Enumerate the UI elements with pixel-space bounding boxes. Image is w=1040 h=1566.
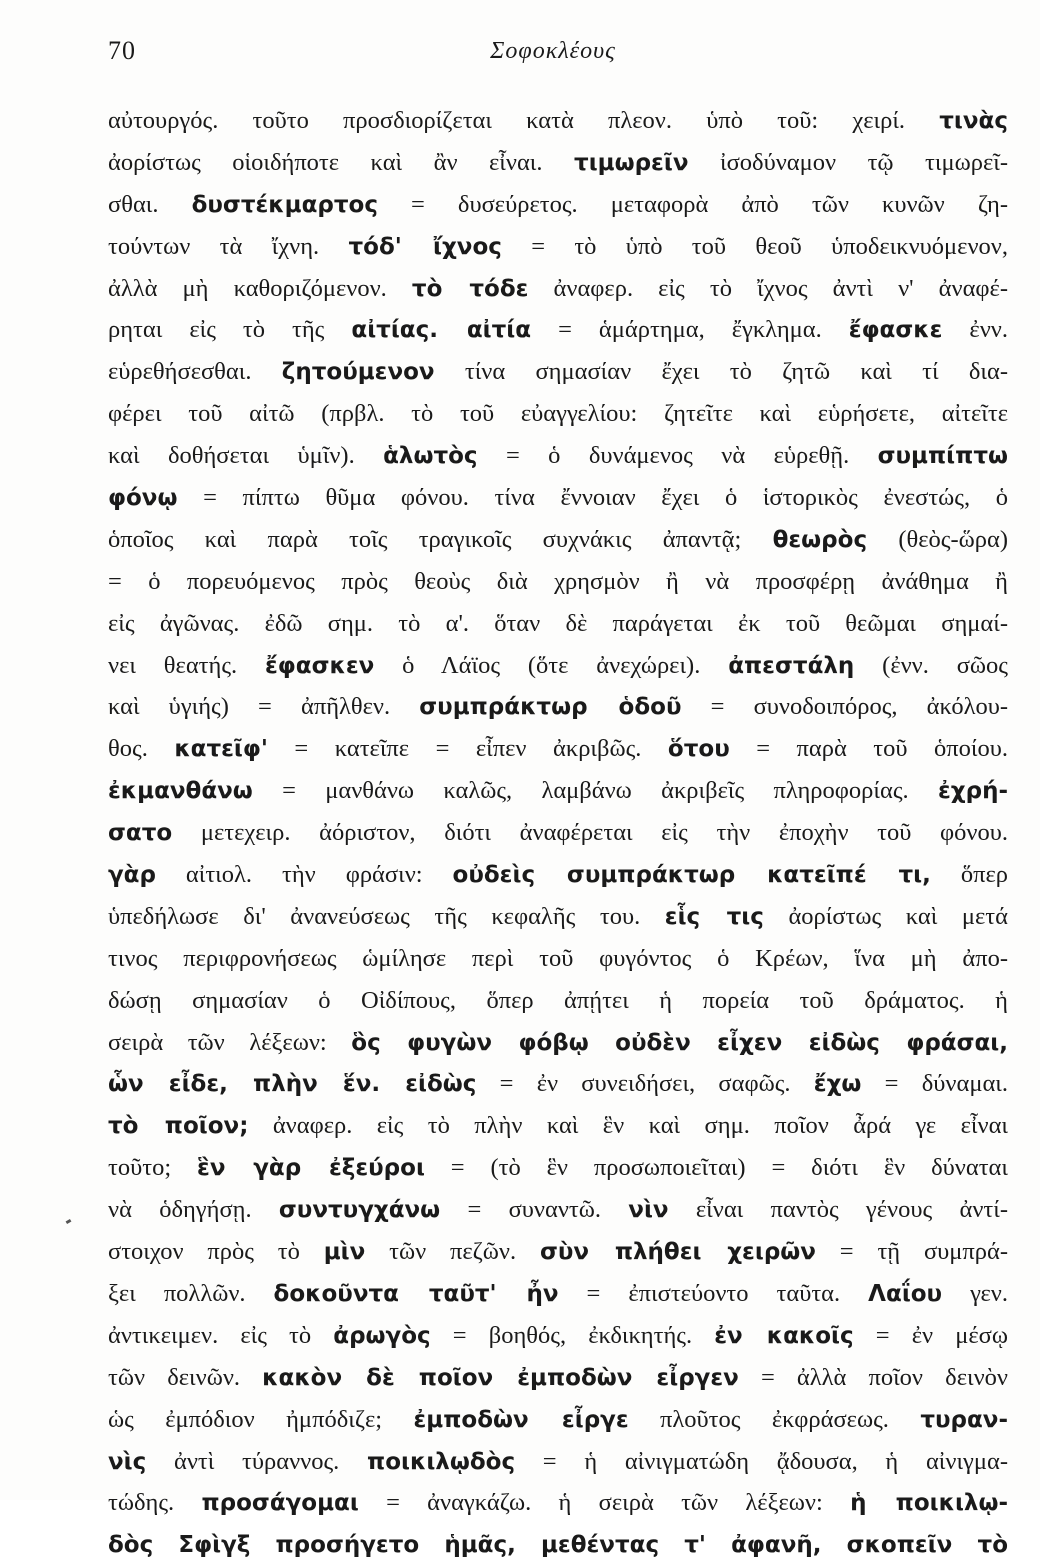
lemma-term: σὺν πλήθει χειρῶν <box>539 1239 816 1266</box>
gloss-text: νει θεατής. <box>108 651 265 679</box>
gloss-text: = δυσεύρετος. μεταφορὰ ἀπὸ τῶν κυνῶν ζη- <box>377 190 1008 218</box>
gloss-text: ἀναφερ. εἰς τὸ πλὴν καὶ ἓν καὶ σημ. ποῖον ἆρά γε εἶναι <box>248 1112 1008 1140</box>
lemma-term: ἐχρή- <box>937 778 1008 805</box>
gloss-text: = ὁ πορευόμενος πρὸς θεοὺς διὰ χρησμὸν ἢ νὰ προσφέρῃ ἀνάθημα ἢ <box>108 567 1008 595</box>
gloss-text: πλοῦτος ἐκφράσεως. <box>628 1405 921 1433</box>
lemma-term: ἀπεστάλη <box>728 652 855 679</box>
text-line <box>108 854 1008 896</box>
lemma-term: φόνῳ <box>108 485 178 512</box>
print-speck <box>66 1219 72 1224</box>
gloss-text: σθαι. <box>108 190 192 218</box>
text-line <box>108 770 1008 812</box>
gloss-text: = (τὸ ἓν προσωποιεῖται) = διότι ἓν δύναται <box>424 1154 1008 1182</box>
lemma-term: ἐκμανθάνω <box>108 778 253 805</box>
lemma-term: κακὸν δὲ ποῖον ἐμποδὼν εἶργεν <box>262 1364 739 1391</box>
gloss-text: καὶ ὑγιής) = ἀπῆλθεν. <box>108 693 420 721</box>
gloss-text: = συναντῶ. <box>440 1196 629 1224</box>
lemma-term: τὸ τόδε <box>411 275 529 302</box>
text-line <box>108 1482 1008 1524</box>
text-line <box>108 603 1008 645</box>
lemma-term: συμπράκτωρ ὁδοῦ <box>419 694 682 721</box>
gloss-text: ξει πολλῶν. <box>108 1279 274 1307</box>
gloss-text: = ἀλλὰ ποῖον δεινὸν <box>738 1363 1008 1391</box>
gloss-text: εἰς ἀγῶνας. ἐδῶ σημ. τὸ α'. ὅταν δὲ παράγεται ἐκ τοῦ θεῶμαι σημαί- <box>108 609 1008 637</box>
gloss-text: εὑρεθήσεσθαι. <box>108 358 282 386</box>
lemma-term: ἔφασκεν <box>265 652 375 679</box>
gloss-text: τούντων τὰ ἴχνη. <box>108 232 349 260</box>
gloss-text: καὶ δοθήσεται ὑμῖν). <box>108 442 384 470</box>
gloss-text: = μανθάνω καλῶς, λαμβάνω ἀκριβεῖς πληροφορίας. <box>252 777 938 805</box>
text-line <box>108 1105 1008 1147</box>
lemma-term: ἀρωγὸς <box>333 1322 431 1349</box>
gloss-text: ἀναφερ. εἰς τὸ ἴχνος ἀντὶ ν' ἀναφέ- <box>528 274 1008 302</box>
text-line <box>108 1441 1008 1483</box>
lemma-term: εἷς τις <box>664 903 764 930</box>
text-line <box>108 686 1008 728</box>
gloss-text: νὰ ὁδηγήσῃ. <box>108 1196 279 1224</box>
gloss-text: = ἀναγκάζω. ἡ σειρὰ τῶν λέξεων: <box>358 1489 851 1517</box>
text-line <box>108 268 1008 310</box>
lemma-term: δυστέκμαρτος <box>191 191 378 218</box>
lemma-term: ἁλωτὸς <box>383 443 478 470</box>
page-number: 70 <box>108 36 136 65</box>
text-line <box>108 1147 1008 1189</box>
gloss-text: ἀορίστως καὶ μετά <box>763 902 1008 930</box>
lemma-term: νὶν <box>628 1197 669 1224</box>
gloss-text: σειρὰ τῶν λέξεων: <box>108 1028 352 1056</box>
lemma-term: ποικιλῳδὸς <box>367 1448 516 1475</box>
gloss-text: ἰσοδύναμον τῷ τιμωρεῖ- <box>688 148 1008 176</box>
lemma-term: σατο <box>108 820 173 847</box>
lemma-term: ἓν γὰρ ἐξεύροι <box>197 1155 425 1182</box>
lemma-term: τὸ ποῖον; <box>108 1113 249 1140</box>
text-line <box>108 1273 1008 1315</box>
gloss-text: ἐνν. <box>942 316 1008 344</box>
gloss-text: τώδης. <box>108 1489 202 1517</box>
gloss-text: ὁποῖος καὶ παρὰ τοῖς τραγικοῖς συχνάκις ἀπαντᾷ; <box>108 525 773 553</box>
lemma-term: τυραν- <box>920 1406 1008 1433</box>
lemma-term: ἐμποδὼν εἶργε <box>413 1406 629 1433</box>
gloss-text: τῶν δεινῶν. <box>108 1363 263 1391</box>
running-head: Σοφοκλέους <box>490 38 616 64</box>
gloss-text: ρηται εἰς τὸ τῆς <box>108 316 352 344</box>
lemma-term: οὐδεὶς συμπράκτωρ κατεῖπέ τι, <box>452 862 931 889</box>
text-line <box>108 309 1008 351</box>
lemma-term: προσάγομαι <box>201 1490 359 1517</box>
lemma-term: ἡ ποικιλῳ- <box>850 1490 1008 1517</box>
text-line <box>108 100 1008 142</box>
gloss-text: = συνοδοιπόρος, ἀκόλου- <box>681 693 1008 721</box>
lemma-term: αἰτίας. αἰτία <box>351 317 532 344</box>
gloss-text: = ἡ αἰνιγματώδη ᾄδουσα, ἡ αἰνιγμα- <box>515 1447 1008 1475</box>
gloss-text: αὐτουργός. τοῦτο προσδιορίζεται κατὰ πλεον. ὑπὸ τοῦ: χειρί. <box>108 107 940 134</box>
gloss-text: ἀορίστως οἱοιδήποτε καὶ ἂν εἶναι. <box>108 148 575 176</box>
gloss-text: = ἁμάρτημα, ἔγκλημα. <box>531 316 849 344</box>
lemma-term: δοκοῦντα ταῦτ' ἦν <box>273 1280 559 1307</box>
lemma-term: ἔφασκε <box>848 317 943 344</box>
gloss-text: = τὸ ὑπὸ τοῦ θεοῦ ὑποδεικνυόμενον, <box>501 232 1008 260</box>
gloss-text: δώσῃ σημασίαν ὁ Οἰδίπους, ὅπερ ἀπῄτει ἡ πορεία τοῦ δράματος. ἡ <box>108 986 1008 1014</box>
text-line <box>108 1315 1008 1357</box>
gloss-text: = παρὰ τοῦ ὁποίου. <box>729 735 1008 763</box>
gloss-text: ὁ Λάϊος (ὅτε ἀνεχώρει). <box>374 651 729 679</box>
lemma-term: τινὰς <box>939 108 1008 134</box>
gloss-text: αἰτιολ. τὴν φράσιν: <box>155 861 453 889</box>
text-line <box>108 896 1008 938</box>
gloss-text: = δύναμαι. <box>861 1070 1008 1098</box>
gloss-text: τίνα σημασίαν ἔχει τὸ ζητῶ καὶ τί δια- <box>434 358 1008 386</box>
gloss-text: τινος περιφρονήσεως ὡμίλησε περὶ τοῦ φυγόντος ὁ Κρέων, ἵνα μὴ ἀπο- <box>108 944 1008 972</box>
lemma-term: μὶν <box>323 1239 366 1266</box>
lemma-term: δὸς Σφὶγξ προσήγετο ἡμᾶς, μεθέντας τ' ἀφανῆ, σκοπεῖν τὸ <box>108 1532 1008 1559</box>
gloss-text: ἀντικειμεν. εἰς τὸ <box>108 1321 334 1349</box>
gloss-text: γεν. <box>942 1279 1008 1307</box>
gloss-text: εἶναι παντὸς γένους ἀντί- <box>668 1196 1008 1224</box>
gloss-text: ὅπερ <box>930 861 1008 889</box>
text-line <box>108 561 1008 603</box>
text-line <box>108 393 1008 435</box>
gloss-text: (θεὸς-ὥρα) <box>867 525 1008 553</box>
lemma-term: ὧν εἶδε, πλὴν ἕν. εἰδὼς <box>108 1071 477 1098</box>
text-line <box>108 226 1008 268</box>
text-line <box>108 1357 1008 1399</box>
text-line <box>108 519 1008 561</box>
lemma-term: γὰρ <box>108 862 156 889</box>
gloss-text: φέρει τοῦ αἰτῶ (πρβλ. τὸ τοῦ εὐαγγελίου: ζητεῖτε καὶ εὑρήσετε, αἰτεῖτε <box>108 400 1008 428</box>
lemma-term: ὃς φυγὼν φόβῳ οὐδὲν εἶχεν εἰδὼς φράσαι, <box>351 1029 1008 1056</box>
gloss-text: ἀλλὰ μὴ καθοριζόμενον. <box>108 274 412 302</box>
gloss-text: τοῦτο; <box>108 1154 198 1182</box>
gloss-text: = ἐν συνειδήσει, σαφῶς. <box>476 1070 814 1098</box>
text-line <box>108 1231 1008 1273</box>
gloss-text: = τῇ συμπρά- <box>815 1238 1008 1266</box>
gloss-text: = ἐπιστεύοντο ταῦτα. <box>558 1279 869 1307</box>
text-line <box>108 1189 1008 1231</box>
gloss-text: = πίπτω θῦμα φόνου. τίνα ἔννοιαν ἔχει ὁ ἱστορικὸς ἐνεστώς, ὁ <box>177 484 1008 512</box>
page-header <box>108 36 998 72</box>
lemma-term: κατεῖφ' <box>174 736 268 763</box>
gloss-text: = ἐν μέσῳ <box>853 1321 1008 1349</box>
text-line <box>108 728 1008 770</box>
gloss-text: μετεχειρ. ἀόριστον, διότι ἀναφέρεται εἰς τὴν ἐποχὴν τοῦ φόνου. <box>172 819 1008 847</box>
gloss-text: = ὁ δυνάμενος νὰ εὑρεθῇ. <box>477 442 878 470</box>
lemma-term: ὅτου <box>667 736 730 763</box>
commentary-text <box>108 100 1008 1566</box>
text-line <box>108 142 1008 184</box>
gloss-text: = βοηθός, ἐκδικητής. <box>430 1321 715 1349</box>
text-line <box>108 477 1008 519</box>
lemma-term: ἐν κακοῖς <box>714 1322 854 1349</box>
text-line <box>108 1063 1008 1105</box>
gloss-text: ἀντὶ τύραννος. <box>146 1447 368 1475</box>
text-line <box>108 351 1008 393</box>
text-line <box>108 1399 1008 1441</box>
lemma-term: τιμωρεῖν <box>574 149 689 176</box>
gloss-text: τῶν πεζῶν. <box>365 1238 540 1266</box>
lemma-term: τόδ' ἴχνος <box>348 233 502 260</box>
lemma-term: ζητούμενον <box>281 359 435 386</box>
gloss-text: θος. <box>108 735 175 763</box>
text-line <box>108 1022 1008 1064</box>
lemma-term: συντυγχάνω <box>278 1197 441 1224</box>
text-line <box>108 435 1008 477</box>
lemma-term: θεωρὸς <box>772 526 868 553</box>
text-line <box>108 812 1008 854</box>
text-line <box>108 938 1008 980</box>
text-line <box>108 184 1008 226</box>
lemma-term: συμπίπτω <box>877 443 1008 470</box>
gloss-text: (ἐνν. σῶος <box>854 651 1008 679</box>
text-line <box>108 645 1008 687</box>
lemma-term: ἔχω <box>813 1071 862 1098</box>
text-line <box>108 1524 1008 1566</box>
lemma-term: Λαΐου <box>868 1280 943 1307</box>
gloss-text: ὑπεδήλωσε δι' ἀνανεύσεως τῆς κεφαλῆς του. <box>108 902 665 930</box>
text-line <box>108 980 1008 1022</box>
lemma-term: νὶς <box>108 1448 147 1475</box>
gloss-text: ὡς ἐμπόδιον ἠμπόδιζε; <box>108 1405 414 1433</box>
gloss-text: στοιχον πρὸς τὸ <box>108 1238 324 1266</box>
gloss-text: = κατεῖπε = εἶπεν ἀκριβῶς. <box>267 735 668 763</box>
